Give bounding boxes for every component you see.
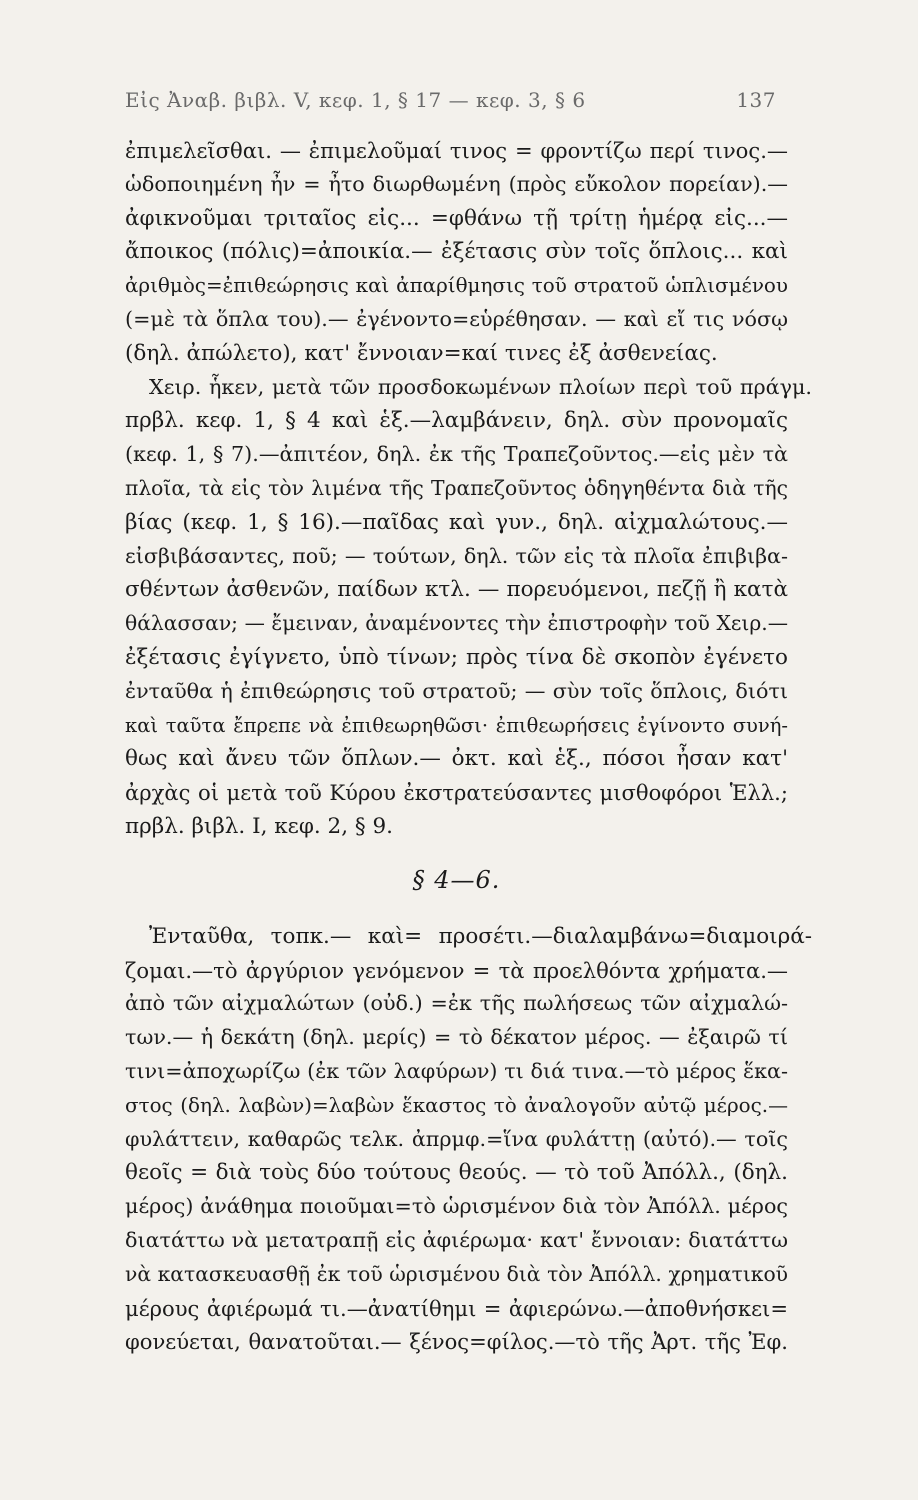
text-line: σθέντων ἀσθενῶν, παίδων κτλ. — πορευόμενοι, πεζῇ ἢ κατὰ — [125, 577, 788, 603]
text-line: ἀπὸ τῶν αἰχμαλώτων (οὐδ.) =ἐκ τῆς πωλήσεως τῶν αἰχμαλώ- — [125, 991, 788, 1016]
commentary-block-2 — [125, 920, 812, 1359]
text-line: μέρους ἀφιέρωμά τι.—ἀνατίθημι = ἀφιερώνω.—ἀποθνήσκει= — [125, 1295, 788, 1321]
text-line: θεοῖς = διὰ τοὺς δύο τούτους θεούς. — τὸ τοῦ Ἀπόλλ., (δηλ. — [125, 1160, 788, 1186]
text-line: ἀρχὰς οἱ μετὰ τοῦ Κύρου ἐκστρατεύσαντες μισθοφόροι Ἑλλ.; — [125, 780, 788, 806]
text-line: πλοῖα, τὰ εἰς τὸν λιμένα τῆς Τραπεζοῦντος ὁδηγηθέντα διὰ τῆς — [125, 475, 788, 500]
text-line: τινι=ἀποχωρίζω (ἐκ τῶν λαφύρων) τι διά τινα.—τὸ μέρος ἕκα- — [125, 1058, 788, 1083]
text-line: νὰ κατασκευασθῇ ἐκ τοῦ ὡρισμένου διὰ τὸν Ἀπόλλ. χρηματικοῦ — [125, 1261, 788, 1286]
text-line: βίας (κεφ. 1, § 16).—παῖδας καὶ γυν., δηλ. αἰχμαλώτους.— — [125, 509, 788, 535]
text-line: ὡδοποιημένη ἦν = ἦτο διωρθωμένη (πρὸς εὔκολον πορείαν).— — [125, 171, 788, 196]
page-header — [125, 88, 776, 112]
text-line: ἐξέτασις ἐγίγνετο, ὑπὸ τίνων; πρὸς τίνα δὲ σκοπὸν ἐγένετο — [125, 644, 788, 670]
text-line: (=μὲ τὰ ὅπλα του).— ἐγένοντο=εὑρέθησαν. — καὶ εἴ τις νόσῳ — [125, 306, 788, 331]
text-line: ἄποικος (πόλις)=ἀποικία.— ἐξέτασις σὺν τοῖς ὅπλοις... καὶ — [125, 239, 788, 265]
text-line: φυλάττειν, καθαρῶς τελκ. ἀπρμφ.=ἵνα φυλάττῃ (αὐτό).— τοῖς — [125, 1126, 788, 1151]
page-number: 137 — [736, 88, 776, 112]
text-line: φονεύεται, θανατοῦται.— ξένος=φίλος.—τὸ τῆς Ἀρτ. τῆς Ἐφ. — [125, 1329, 788, 1355]
text-line: Χειρ. ἧκεν, μετὰ τῶν προσδοκωμένων πλοίων περὶ τοῦ πράγμ. — [149, 374, 812, 399]
text-line: των.— ἡ δεκάτη (δηλ. μερίς) = τὸ δέκατον μέρος. — ἐξαιρῶ τί — [125, 1025, 788, 1050]
running-title: Εἰς Ἀναβ. βιβλ. V, κεφ. 1, § 17 — κεφ. 3, § 6 — [125, 88, 586, 112]
text-line: ἀφικνοῦμαι τριταῖος εἰς... =φθάνω τῇ τρίτῃ ἡμέρᾳ εἰς...— — [125, 205, 788, 231]
text-line: εἰσβιβάσαντες, ποῦ; — τούτων, δηλ. τῶν εἰς τὰ πλοῖα ἐπιβιβα- — [125, 543, 788, 568]
commentary-block-1 — [125, 134, 812, 844]
text-line: πρβλ. κεφ. 1, § 4 καὶ ἑξ.—λαμβάνειν, δηλ. σὺν προνομαῖς — [125, 408, 788, 434]
text-line: (δηλ. ἀπώλετο), κατ' ἔννοιαν=καί τινες ἐξ ἀσθενείας. — [125, 340, 718, 366]
section-heading: § 4—6. — [412, 865, 501, 894]
text-line: διατάττω νὰ μετατραπῇ εἰς ἀφιέρωμα· κατ' ἔννοιαν: διατάττω — [125, 1227, 788, 1252]
text-line: θάλασσαν; — ἔμειναν, ἀναμένοντες τὴν ἐπιστροφὴν τοῦ Χειρ.— — [125, 611, 788, 636]
text-line: μέρος) ἀνάθημα ποιοῦμαι=τὸ ὡρισμένον διὰ τὸν Ἀπόλλ. μέρος — [125, 1194, 788, 1219]
text-line: ἐπιμελεῖσθαι. — ἐπιμελοῦμαί τινος = φροντίζω περί τινος.— — [125, 138, 788, 163]
text-line: (κεφ. 1, § 7).—ἀπιτέον, δηλ. ἐκ τῆς Τραπεζοῦντος.—εἰς μὲν τὰ — [125, 442, 788, 467]
text-line: ἐνταῦθα ἡ ἐπιθεώρησις τοῦ στρατοῦ; — σὺν τοῖς ὅπλοις, διότι — [125, 678, 788, 703]
text-line: καὶ ταῦτα ἔπρεπε νὰ ἐπιθεωρηθῶσι· ἐπιθεωρήσεις ἐγίνοντο συνή- — [125, 713, 788, 737]
text-line: Ἐνταῦθα, τοπκ.— καὶ= προσέτι.—διαλαμβάνω=διαμοιρά- — [149, 923, 812, 949]
text-line: ζομαι.—τὸ ἀργύριον γενόμενον = τὰ προελθόντα χρήματα.— — [125, 957, 788, 983]
text-line: στος (δηλ. λαβὼν)=λαβὼν ἕκαστος τὸ ἀναλογοῦν αὐτῷ μέρος.— — [125, 1093, 788, 1117]
text-line: θως καὶ ἄνευ τῶν ὅπλων.— ὀκτ. καὶ ἑξ., πόσοι ἦσαν κατ' — [125, 746, 788, 772]
text-line: πρβλ. βιβλ. I, κεφ. 2, § 9. — [125, 813, 393, 839]
text-line: ἀριθμὸς=ἐπιθεώρησις καὶ ἀπαρίθμησις τοῦ στρατοῦ ὡπλισμένου — [125, 274, 788, 298]
